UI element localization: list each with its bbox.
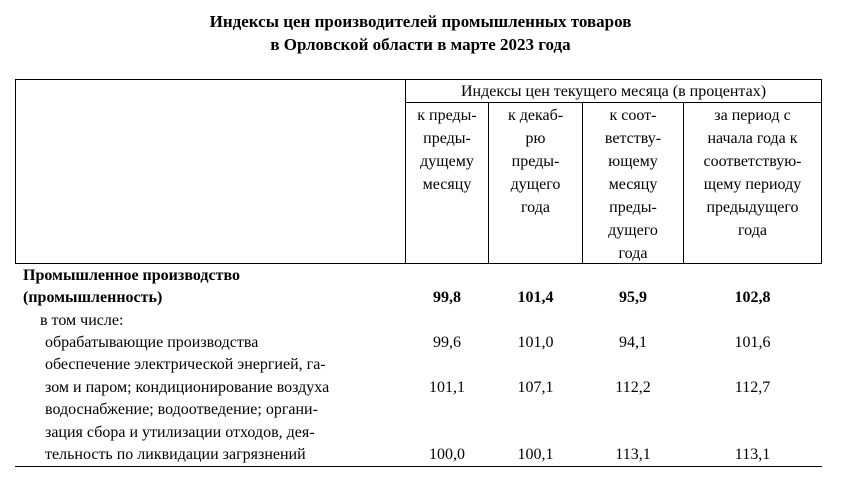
header-bottom-border bbox=[15, 263, 822, 264]
value-cell: 94,1 bbox=[619, 334, 647, 351]
table-bottom-border bbox=[15, 466, 822, 467]
value-cell: 102,8 bbox=[734, 289, 771, 306]
value-cell: 99,8 bbox=[433, 289, 461, 306]
value-cell: 113,1 bbox=[615, 446, 651, 463]
value-cell: 95,9 bbox=[619, 289, 647, 306]
value-cell: 101,6 bbox=[734, 334, 771, 351]
title-line-2: в Орловской области в марте 2023 года bbox=[270, 35, 571, 54]
row-label-line: тельность по ликвидации загрязнений bbox=[45, 446, 306, 463]
value-cell: 101,0 bbox=[517, 334, 554, 351]
title-line-1: Индексы цен производителей промышленных товаров bbox=[209, 12, 632, 31]
row-label-line: обеспечение электрической энергией, га- bbox=[45, 356, 326, 373]
column-header-prev-month: к преды- преды- дущему месяцу bbox=[417, 107, 477, 193]
table-right-border bbox=[821, 79, 822, 263]
value-cell: 112,7 bbox=[734, 379, 771, 396]
value-cell: 100,0 bbox=[429, 446, 465, 463]
value-cell: 107,1 bbox=[517, 379, 554, 396]
group-header: Индексы цен текущего месяца (в процентах) bbox=[460, 83, 767, 100]
value-cell: 100,1 bbox=[517, 446, 554, 463]
row-label-line: зация сбора и утилизации отходов, дея- bbox=[45, 424, 315, 441]
row-label-line: водоснабжение; водоотведение; органи- bbox=[45, 401, 318, 418]
row-label-line: зом и паром; кондиционирование воздуха bbox=[45, 379, 330, 396]
value-cell: 99,6 bbox=[433, 334, 461, 351]
value-cell: 101,4 bbox=[517, 289, 554, 306]
table-left-border bbox=[15, 79, 16, 263]
row-label-line: (промышленность) bbox=[23, 289, 163, 306]
value-cell: 101,1 bbox=[429, 379, 465, 396]
value-cell: 112,2 bbox=[615, 379, 651, 396]
row-label-line: Промышленное производство bbox=[23, 267, 240, 284]
column-header-december: к декаб- рю преды- дущего года bbox=[507, 107, 564, 216]
value-cell: 113,1 bbox=[734, 446, 771, 463]
column-header-ytd: за период с начала года к соответствую- щему периоду предыдущего года bbox=[703, 107, 802, 239]
row-label-line: обрабатывающие производства bbox=[45, 334, 259, 351]
row-label-line: в том числе: bbox=[40, 312, 124, 329]
column-header-same-month: к соот- ветству- ющему месяцу преды- дущего года bbox=[604, 107, 662, 262]
